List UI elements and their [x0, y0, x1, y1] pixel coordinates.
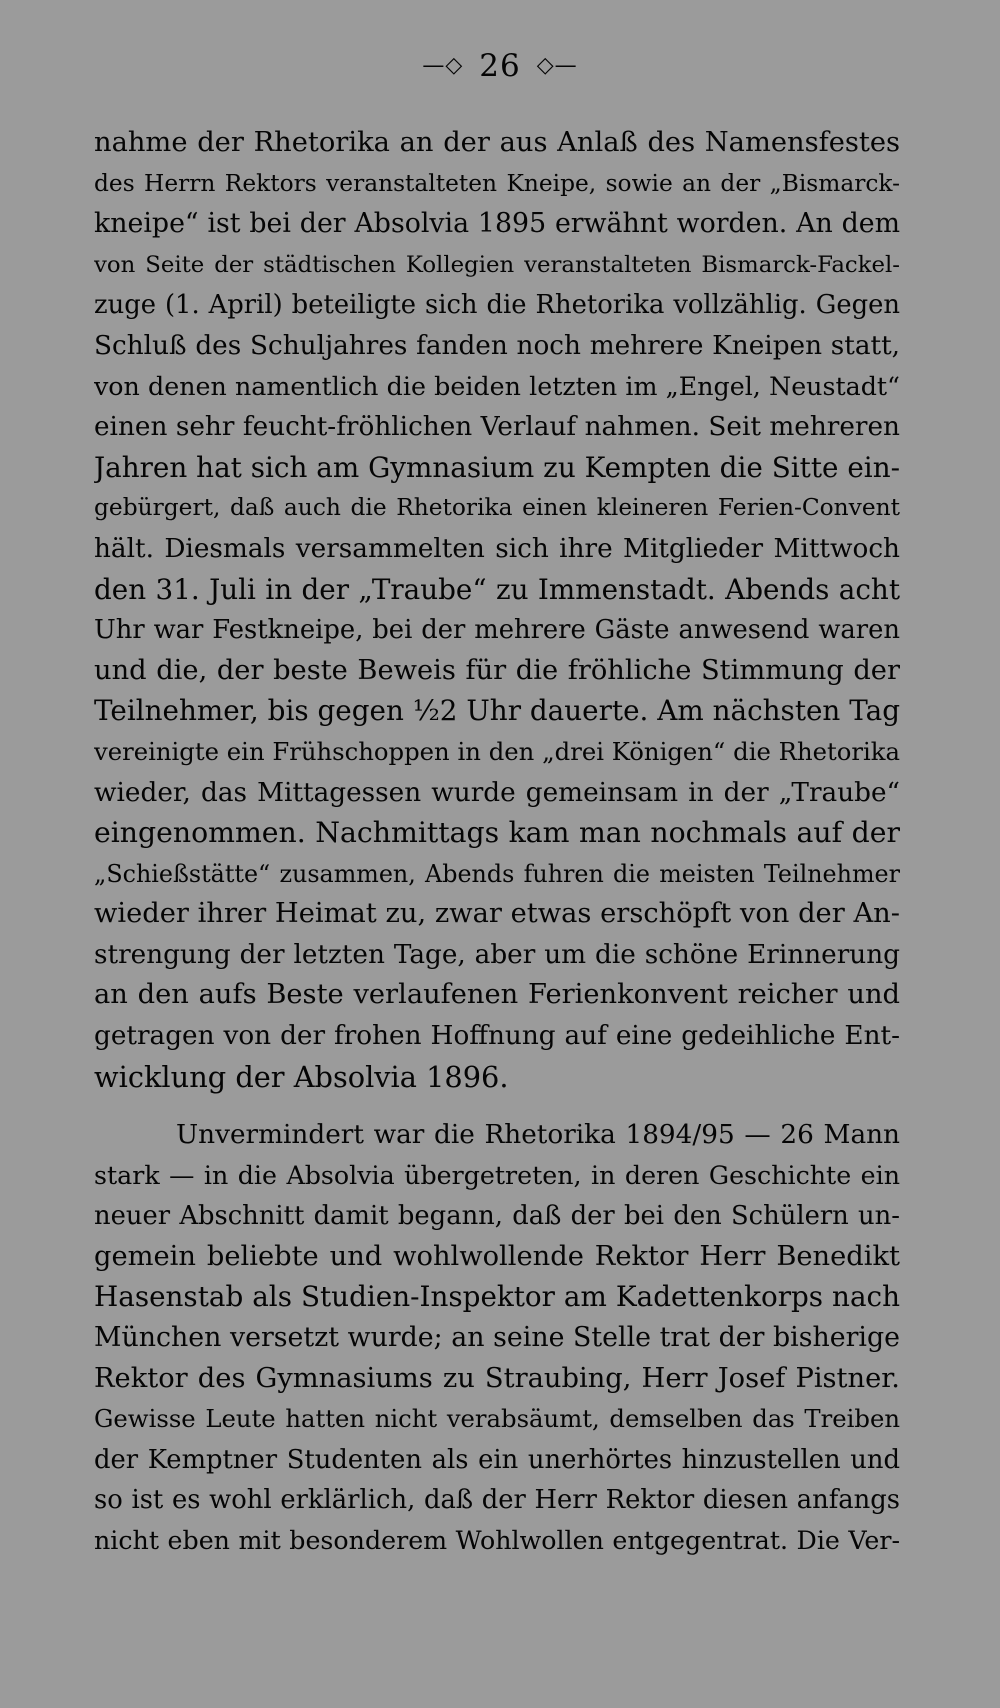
text-line: hält. Diesmals versammelten sich ihre Mitglieder Mittwoch	[94, 533, 900, 564]
paragraph-2	[94, 1115, 900, 1562]
text-line: zuge (1. April) beteiligte sich die Rhetorika vollzählig. Gegen	[94, 290, 900, 321]
ornament-right: ◇—	[536, 52, 578, 78]
text-line: von denen namentlich die beiden letzten im „Engel, Neustadt“	[94, 371, 900, 401]
text-line: wieder ihrer Heimat zu, zwar etwas erschöpft von der An-	[94, 898, 900, 930]
text-line: eingenommen. Nachmittags kam man nochmals auf der	[94, 816, 900, 850]
text-line: Uhr war Festkneipe, bei der mehrere Gäste anwesend waren	[94, 615, 900, 646]
text-line: von Seite der städtischen Kollegien veranstalteten Bismarck-Fackel-	[94, 251, 900, 278]
text-line: der Kemptner Studenten als ein unerhörtes hinzustellen und	[94, 1444, 900, 1475]
text-line: des Herrn Rektors veranstalteten Kneipe, sowie an der „Bismarck-	[94, 169, 900, 197]
text-line: gebürgert, daß auch die Rhetorika einen kleineren Ferien-Convent	[94, 494, 900, 522]
text-line: strengung der letzten Tage, aber um die schöne Erinnerung	[94, 939, 900, 970]
text-line: gemein beliebte und wohlwollende Rektor Herr Benedikt	[94, 1240, 900, 1272]
paragraph-1	[94, 123, 900, 1097]
text-line: Jahren hat sich am Gymnasium zu Kempten die Sitte ein-	[94, 450, 900, 484]
text-line: Teilnehmer, bis gegen ½2 Uhr dauerte. Am nächsten Tag	[94, 694, 900, 728]
text-line: „Schießstätte“ zusammen, Abends fuhren die meisten Teilnehmer	[94, 859, 900, 888]
text-line: vereinigte ein Frühschoppen in den „drei Königen“ die Rhetorika	[94, 736, 900, 766]
text-line: einen sehr feucht-fröhlichen Verlauf nahmen. Seit mehreren	[94, 412, 900, 443]
text-line: getragen von der frohen Hoffnung auf eine gedeihliche Ent-	[94, 1021, 900, 1052]
text-line: stark — in die Absolvia übergetreten, in deren Geschichte ein	[94, 1160, 900, 1190]
text-line: Schluß des Schuljahres fanden noch mehrere Kneipen statt,	[94, 330, 900, 361]
text-line: Rektor des Gymnasiums zu Straubing, Herr Josef Pistner.	[94, 1362, 900, 1394]
text-line: München versetzt wurde; an seine Stelle trat der bisherige	[94, 1321, 900, 1353]
text-line: Gewisse Leute hatten nicht verabsäumt, demselben das Treiben	[94, 1404, 900, 1434]
text-line: nahme der Rhetorika an der aus Anlaß des Namensfestes	[94, 127, 900, 158]
text-line: Unvermindert war die Rhetorika 1894/95 — 26 Mann	[176, 1120, 900, 1150]
text-line: wicklung der Absolvia 1896.	[94, 1059, 509, 1094]
page-number: 26	[479, 48, 521, 84]
text-line: den 31. Juli in der „Traube“ zu Immenstadt. Abends acht	[94, 572, 900, 606]
text-line: Hasenstab als Studien-Inspektor am Kadettenkorps nach	[94, 1280, 900, 1314]
text-line: nicht eben mit besonderem Wohlwollen entgegentrat. Die Ver-	[94, 1525, 900, 1555]
text-line: kneipe“ ist bei der Absolvia 1895 erwähnt worden. An dem	[94, 208, 900, 240]
text-line: neuer Abschnitt damit begann, daß der bei den Schülern un-	[94, 1201, 900, 1232]
page-header	[0, 46, 1000, 88]
text-line: an den aufs Beste verlaufenen Ferienkonvent reicher und	[94, 979, 900, 1011]
text-line: wieder, das Mittagessen wurde gemeinsam in der „Traube“	[94, 777, 900, 808]
ornament-left: —◇	[422, 52, 464, 78]
text-line: und die, der beste Beweis für die fröhliche Stimmung der	[94, 654, 900, 686]
text-line: so ist es wohl erklärlich, daß der Herr Rektor diesen anfangs	[94, 1485, 900, 1516]
